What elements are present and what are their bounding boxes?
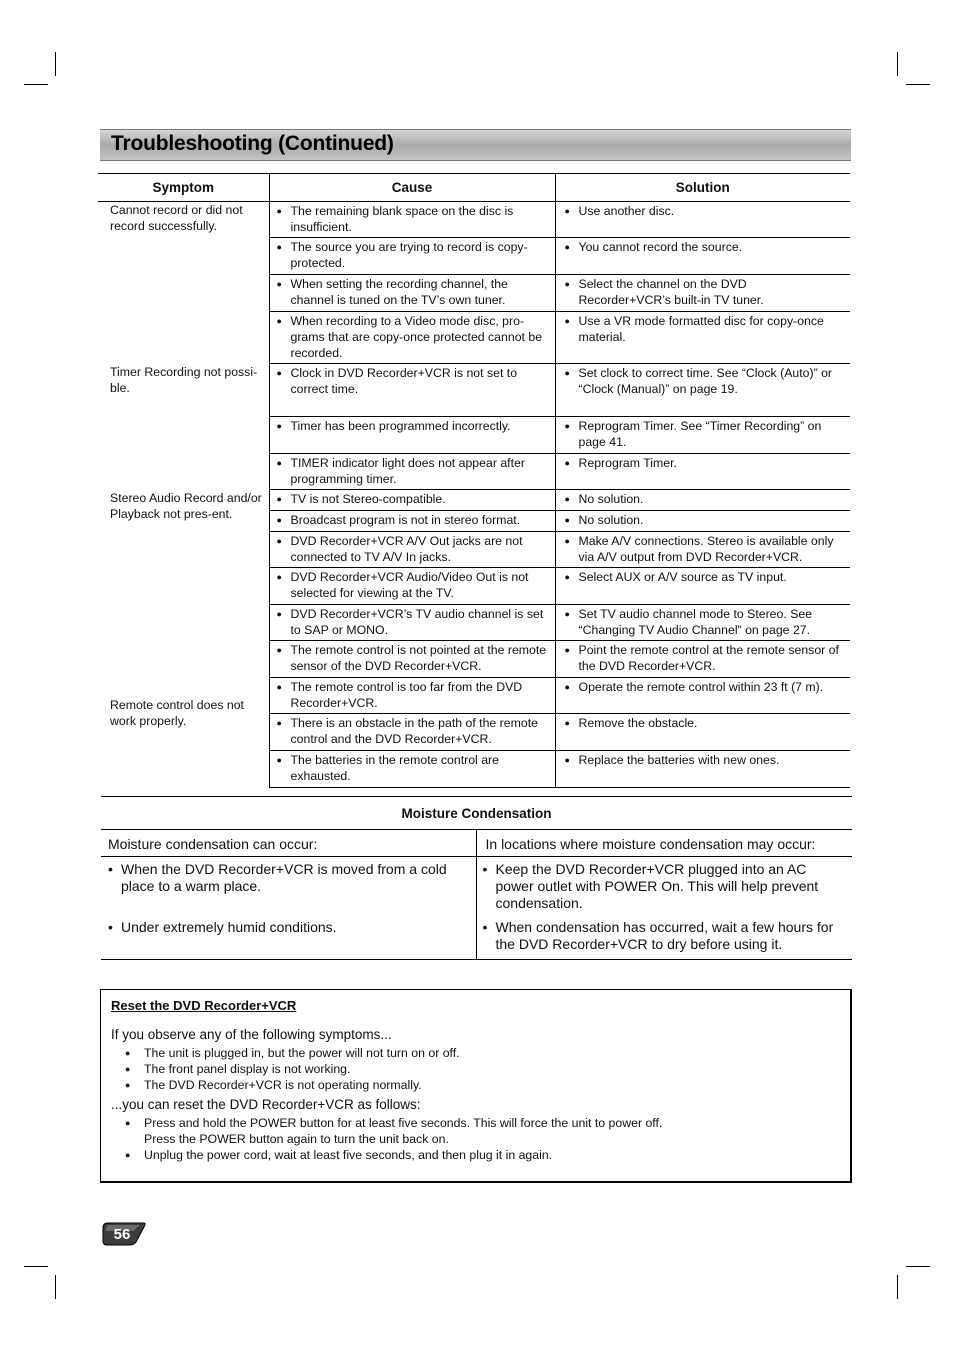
list-item: • When the DVD Recorder+VCR is moved from a cold place to a warm place.	[101, 861, 476, 895]
cause-text: ● When setting the recording channel, the channel is tuned on the TV’s own tuner.	[276, 276, 547, 308]
symptom-cell: Remote control does not work properly.	[110, 698, 244, 728]
crop-mark	[24, 1266, 48, 1267]
list-item: ● The unit is plugged in, but the power will not turn on or off.	[144, 1045, 840, 1061]
list-item: ● The DVD Recorder+VCR is not operating normally.	[144, 1077, 840, 1093]
moisture-col2-body	[476, 857, 852, 960]
table-row	[98, 364, 850, 417]
crop-mark	[897, 1275, 898, 1299]
cause-text: ● TIMER indicator light does not appear after programming timer.	[276, 455, 547, 487]
moisture-col2-header: In locations where moisture condensation may occur:	[476, 830, 852, 857]
solution-text: ● Select the channel on the DVD Recorder+VCR’s built-in TV tuner.	[564, 276, 843, 308]
reset-step-line: Press the POWER button again to turn the unit back on.	[144, 1132, 449, 1146]
page-title: Troubleshooting (Continued)	[111, 132, 394, 155]
cause-text: ● The remaining blank space on the disc is insufficient.	[276, 203, 547, 235]
reset-box	[100, 989, 852, 1183]
symptom-cell: Cannot record or did not record successfully.	[110, 203, 243, 233]
cause-text: ● DVD Recorder+VCR A/V Out jacks are not connected to TV A/V In jacks.	[276, 533, 547, 565]
reset-steps-list	[111, 1115, 840, 1163]
cause-text: ● The batteries in the remote control are exhausted.	[276, 752, 547, 784]
page-title-bar	[100, 129, 851, 161]
solution-text: ● No solution.	[564, 491, 843, 507]
cause-text: ● The remote control is not pointed at the remote sensor of the DVD Recorder+VCR.	[276, 642, 547, 674]
moisture-header-row	[101, 830, 852, 857]
cause-text: ● There is an obstacle in the path of the remote control and the DVD Recorder+VCR.	[276, 715, 547, 747]
table-header-row	[98, 174, 850, 202]
reset-step-line: ● Press and hold the POWER button for at least five seconds. This will force the unit to power off.	[144, 1116, 663, 1130]
cause-text: ● Timer has been programmed incorrectly.	[276, 418, 547, 434]
crop-mark	[55, 52, 56, 76]
list-item	[144, 1147, 840, 1163]
moisture-col1-header: Moisture condensation can occur:	[101, 830, 476, 857]
cause-text: ● The remote control is too far from the DVD Recorder+VCR.	[276, 679, 547, 711]
crop-mark	[24, 84, 48, 85]
crop-mark	[906, 84, 930, 85]
solution-text: ● Set clock to correct time. See “Clock (Auto)” or “Clock (Manual)” on page 19.	[564, 365, 843, 397]
symptom-cell: Timer Recording not possi-ble.	[110, 364, 258, 395]
solution-text: ● You cannot record the source.	[564, 239, 843, 255]
moisture-section-title: Moisture Condensation	[101, 796, 852, 829]
list-item: ● The front panel display is not working.	[144, 1061, 840, 1077]
header-symptom: Symptom	[98, 174, 269, 202]
solution-text: ● Use a VR mode formatted disc for copy-once material.	[564, 313, 843, 345]
list-item: • When condensation has occurred, wait a few hours for the DVD Recorder+VCR to dry before using it.	[476, 919, 853, 953]
reset-symptom-list	[111, 1045, 840, 1093]
solution-text: ● No solution.	[564, 512, 843, 528]
page-number-badge	[102, 1221, 146, 1246]
solution-text: ● Replace the batteries with new ones.	[564, 752, 843, 768]
list-item	[144, 1115, 840, 1147]
solution-text: ● Operate the remote control within 23 ft (7 m).	[564, 679, 843, 695]
solution-text: ● Remove the obstacle.	[564, 715, 843, 731]
crop-mark	[55, 1275, 56, 1299]
list-item: • Keep the DVD Recorder+VCR plugged into an AC power outlet with POWER On. This will help prevent condensation.	[476, 861, 853, 912]
moisture-col1-body	[101, 857, 476, 960]
cause-text: ● DVD Recorder+VCR’s TV audio channel is set to SAP or MONO.	[276, 606, 547, 638]
page-number: 56	[113, 1226, 131, 1243]
solution-text: ● Make A/V connections. Stereo is available only via A/V output from DVD Recorder+VCR.	[564, 533, 843, 565]
header-cause: Cause	[269, 174, 555, 202]
cause-text: ● When recording to a Video mode disc, pro-grams that are copy-once protected cannot be recorded.	[276, 313, 547, 361]
table-row	[98, 490, 850, 511]
cause-text: ● The source you are trying to record is copy-protected.	[276, 239, 547, 271]
solution-text: ● Use another disc.	[564, 203, 843, 219]
solution-text: ● Set TV audio channel mode to Stereo. See “Changing TV Audio Channel” on page 27.	[564, 606, 843, 638]
troubleshooting-table	[98, 173, 850, 788]
list-item: • Under extremely humid conditions.	[101, 919, 476, 936]
moisture-table	[101, 829, 852, 960]
moisture-body-row	[101, 857, 852, 960]
cause-text: ● TV is not Stereo-compatible.	[276, 491, 547, 507]
cause-text: ● Broadcast program is not in stereo format.	[276, 512, 547, 528]
crop-mark	[897, 52, 898, 76]
solution-text: ● Point the remote control at the remote sensor of the DVD Recorder+VCR.	[564, 642, 843, 674]
reset-intro: If you observe any of the following symptoms...	[111, 1027, 392, 1042]
table-row	[98, 641, 850, 678]
solution-text: ● Reprogram Timer. See “Timer Recording” on page 41.	[564, 418, 843, 450]
solution-text: ● Reprogram Timer.	[564, 455, 843, 471]
cause-text: ● Clock in DVD Recorder+VCR is not set to correct time.	[276, 365, 547, 397]
symptom-cell: Stereo Audio Record and/or Playback not pres-ent.	[110, 490, 262, 521]
reset-outro: ...you can reset the DVD Recorder+VCR as follows:	[111, 1097, 421, 1112]
reset-title: Reset the DVD Recorder+VCR	[111, 998, 297, 1013]
solution-text: ● Select AUX or A/V source as TV input.	[564, 569, 843, 585]
table-row	[98, 202, 850, 238]
crop-mark	[906, 1266, 930, 1267]
header-solution: Solution	[555, 174, 850, 202]
cause-text: ● DVD Recorder+VCR Audio/Video Out is not selected for viewing at the TV.	[276, 569, 547, 601]
reset-step-line: ● Unplug the power cord, wait at least five seconds, and then plug it in again.	[144, 1148, 553, 1162]
